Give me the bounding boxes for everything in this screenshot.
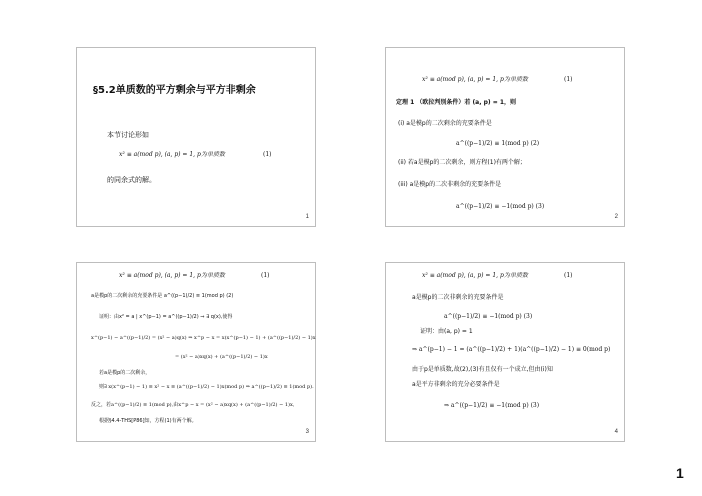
slide-number: 1: [305, 214, 309, 220]
line-3: 证明：由(a, p) = 1: [420, 328, 473, 335]
line-5: 由于p是单质数,故(2),(3)有且仅有一个成立,但由(i)知: [412, 366, 553, 373]
line-2: 证明：由x² = a | x^(p−1) = a^((p−1)/2) ⇒ ∃ q(x),使得: [99, 314, 233, 320]
line-6: 则∃ x(x^(p−1) − 1) ≡ x² − x ≡ (a^((p−1)/2) − 1)x(mod p) ⇒ a^((p−1)/2) ≡ 1(mod p).: [99, 384, 314, 390]
header-label: (1): [261, 272, 270, 279]
slide-1: [76, 47, 316, 227]
slide-number: 4: [614, 429, 618, 435]
item-3-formula: a^((p−1)/2) ≡ −1(mod p) (3): [456, 203, 545, 210]
header-label: (1): [564, 76, 573, 83]
line-5: 若a是模p的二次剩余，: [99, 370, 151, 376]
theorem-statement: 定理 1 （欧拉判别条件）若 (a, p) = 1，则: [396, 99, 517, 106]
item-1-formula: a^((p−1)/2) ≡ 1(mod p) (2): [456, 140, 540, 147]
header-formula: x² ≡ a(mod p), (a, p) = 1, p为单质数: [422, 272, 528, 279]
intro-text: 本节讨论形如: [107, 131, 149, 139]
line-8: 根据§4.4-THS[P86]知，方程(1)有两个解。: [99, 418, 197, 424]
slide-3: [76, 262, 316, 442]
slide-2: [385, 47, 625, 227]
line-4: ⇒ a^(p−1) − 1 = (a^((p−1)/2) + 1)(a^((p−1)/2) − 1) ≡ 0(mod p): [412, 346, 611, 353]
slide-number: 3: [305, 429, 309, 435]
line-3: x^(p−1) − a^((p−1)/2) = (x² − a)q(x) ⇒ x^p − x = x(x^(p−1) − 1) + (a^((p−1)/2) − 1)x: [91, 335, 316, 341]
line-6: a是平方非剩余的充分必要条件是: [412, 381, 500, 388]
congruence-formula: x² ≡ a(mod p), (a, p) = 1, p为单质数: [119, 151, 225, 158]
line-4: = (x² − a)xq(x) + (a^((p−1)/2) − 1)x: [175, 354, 268, 360]
header-formula: x² ≡ a(mod p), (a, p) = 1, p为单质数: [422, 76, 528, 83]
item-1: (i) a是模p的二次剩余的充要条件是: [398, 120, 492, 127]
outro-text: 的同余式的解。: [107, 176, 156, 184]
header-formula: x² ≡ a(mod p), (a, p) = 1, p为单质数: [119, 272, 225, 279]
item-2: (ii) 若a是模p的二次剩余，则方程(1)有两个解；: [398, 159, 526, 166]
item-3: (iii) a是模p的二次非剩余的充要条件是: [398, 181, 502, 188]
header-label: (1): [564, 272, 573, 279]
line-7: ⇒ a^((p−1)/2) ≡ −1(mod p) (3): [444, 402, 540, 409]
slide-number: 2: [614, 214, 618, 220]
line-7: 反之，若a^((p−1)/2) ≡ 1(mod p),由x^p − x = (x² − a)xq(x) + (a^((p−1)/2) − 1)x,: [91, 402, 295, 408]
equation-label: (1): [263, 151, 272, 158]
slide-4: [385, 262, 625, 442]
page-number: 1: [676, 465, 684, 481]
slide-title: §5.2单质数的平方剩余与平方非剩余: [93, 85, 256, 96]
line-2: a^((p−1)/2) ≡ −1(mod p) (3): [444, 313, 533, 320]
line-1: a是模p的二次剩余的充要条件是 a^((p−1)/2) ≡ 1(mod p) (2): [91, 293, 234, 299]
line-1: a是模p的二次非剩余的充要条件是: [412, 294, 504, 301]
